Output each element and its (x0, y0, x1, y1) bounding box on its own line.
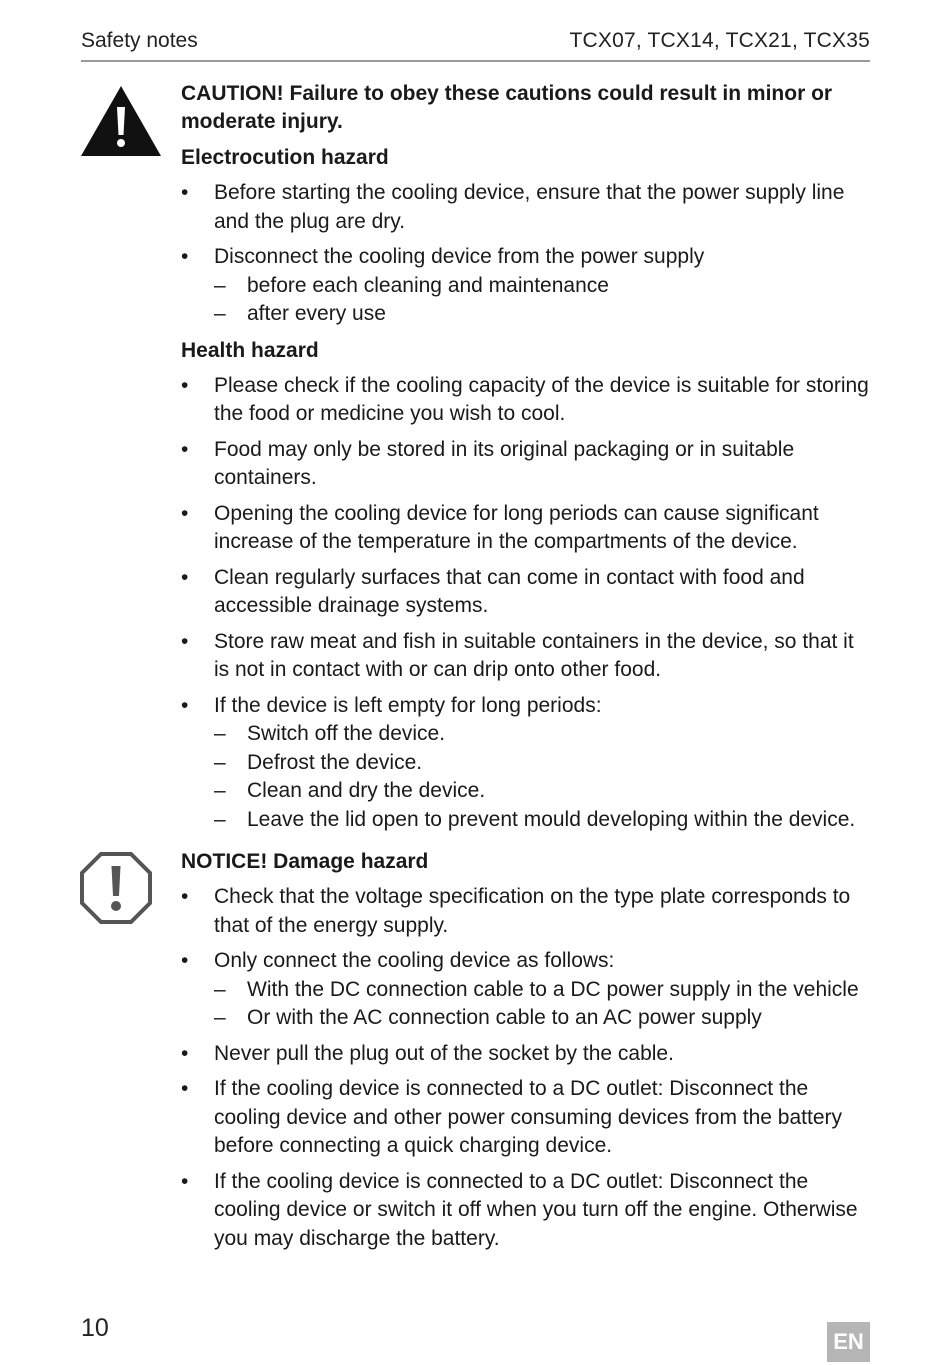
dash-marker: – (214, 807, 226, 831)
bullet-marker: • (181, 629, 189, 653)
list-item-text: Check that the voltage specification on the type plate corresponds to that of the energy supply. (214, 885, 851, 937)
language-badge: EN (827, 1322, 870, 1362)
list-item (181, 1168, 871, 1254)
sub-list-item-text: Clean and dry the device. (247, 779, 486, 802)
bullet-marker: • (181, 949, 189, 972)
sub-list-item-text: Switch off the device. (247, 722, 446, 745)
list-item-text: Store raw meat and fish in suitable containers in the device, so that it is not in contact with or can drip onto other food. (214, 629, 854, 681)
list-item (181, 372, 871, 429)
list-item (181, 692, 871, 835)
sub-list-item (214, 720, 871, 749)
list-item-text: If the cooling device is connected to a DC outlet: Disconnect the cooling device or switch it off when you turn off the engine. Otherwise you may discharge the battery. (214, 1169, 858, 1250)
sub-list-item-text: With the DC connection cable to a DC power supply in the vehicle (247, 977, 859, 1001)
bullet-marker: • (181, 245, 189, 268)
sub-list-item (214, 1004, 871, 1033)
sub-list-item (214, 300, 871, 329)
list-item (181, 883, 871, 940)
list-item-text: If the cooling device is connected to a DC outlet: Disconnect the cooling device and other power consuming devices from the battery before connecting a quick charging device. (214, 1077, 843, 1157)
sub-list-item (214, 976, 871, 1005)
sub-list (214, 272, 871, 329)
list-item (181, 243, 871, 329)
sub-list-item-text: Or with the AC connection cable to an AC power supply (247, 1006, 762, 1029)
bullet-marker: • (181, 501, 189, 525)
dash-marker: – (214, 722, 226, 745)
list-item (181, 564, 871, 621)
list-item-text: Please check if the cooling capacity of the device is suitable for storing the food or medicine you wish to cool. (214, 373, 869, 425)
list-item-text: Never pull the plug out of the socket by the cable. (214, 1041, 674, 1065)
bullet-marker: • (181, 1169, 189, 1193)
list-item-text: Before starting the cooling device, ensure that the power supply line and the plug are dry. (214, 181, 845, 233)
list-item (181, 436, 871, 493)
bullet-marker: • (181, 1041, 189, 1065)
dash-marker: – (214, 273, 226, 297)
sub-list-item (214, 777, 871, 806)
bullet-marker: • (181, 373, 189, 397)
bullet-marker: • (181, 885, 189, 908)
caution-block (181, 80, 871, 834)
list-item (181, 1075, 871, 1161)
sub-list-item (214, 272, 871, 301)
list-item-text: If the device is left empty for long periods: (214, 693, 602, 717)
dash-marker: – (214, 750, 226, 774)
notice-list (181, 883, 871, 1253)
notice-heading: NOTICE! Damage hazard (181, 850, 429, 873)
bullet-marker: • (181, 693, 189, 717)
sub-list (214, 720, 871, 834)
sub-list-item-text: Defrost the device. (247, 750, 423, 774)
header-model-list: TCX07, TCX14, TCX21, TCX35 (569, 29, 870, 52)
list-item-text: Opening the cooling device for long periods can cause significant increase of the temperature in the compartments of the device. (214, 501, 819, 553)
list-item (181, 628, 871, 685)
list-item-text: Only connect the cooling device as follows: (214, 949, 615, 972)
notice-block (181, 848, 871, 1253)
list-item-text: Clean regularly surfaces that can come in contact with food and accessible drainage systems. (214, 565, 805, 617)
list-item (181, 500, 871, 557)
header-section-title: Safety notes (81, 29, 198, 52)
sub-list-item-text: Leave the lid open to prevent mould developing within the device. (247, 807, 856, 831)
dash-marker: – (214, 302, 226, 325)
list-item (181, 179, 871, 236)
list-item (181, 1040, 871, 1069)
bullet-marker: • (181, 181, 189, 204)
health-heading: Health hazard (181, 338, 319, 362)
bullet-marker: • (181, 565, 189, 589)
page-number: 10 (81, 1314, 109, 1342)
bullet-marker: • (181, 437, 189, 461)
dash-marker: – (214, 779, 226, 802)
list-item-text: Food may only be stored in its original packaging or in suitable containers. (214, 437, 795, 489)
electrocution-heading: Electrocution hazard (181, 146, 389, 169)
bullet-marker: • (181, 1077, 189, 1100)
sub-list-item-text: after every use (247, 302, 386, 325)
page-header (81, 28, 870, 62)
sub-list (214, 976, 871, 1033)
list-item (181, 947, 871, 1033)
dash-marker: – (214, 1006, 226, 1029)
list-item-text: Disconnect the cooling device from the power supply (214, 245, 705, 268)
sub-list-item-text: before each cleaning and maintenance (247, 273, 609, 297)
dash-marker: – (214, 977, 226, 1001)
warning-triangle-icon (80, 85, 162, 157)
electrocution-list (181, 179, 871, 329)
sub-list-item (214, 749, 871, 778)
health-list (181, 372, 871, 835)
caution-heading: CAUTION! Failure to obey these cautions could result in minor or moderate injury. (181, 82, 833, 133)
sub-list-item (214, 806, 871, 835)
notice-octagon-icon (80, 852, 152, 924)
